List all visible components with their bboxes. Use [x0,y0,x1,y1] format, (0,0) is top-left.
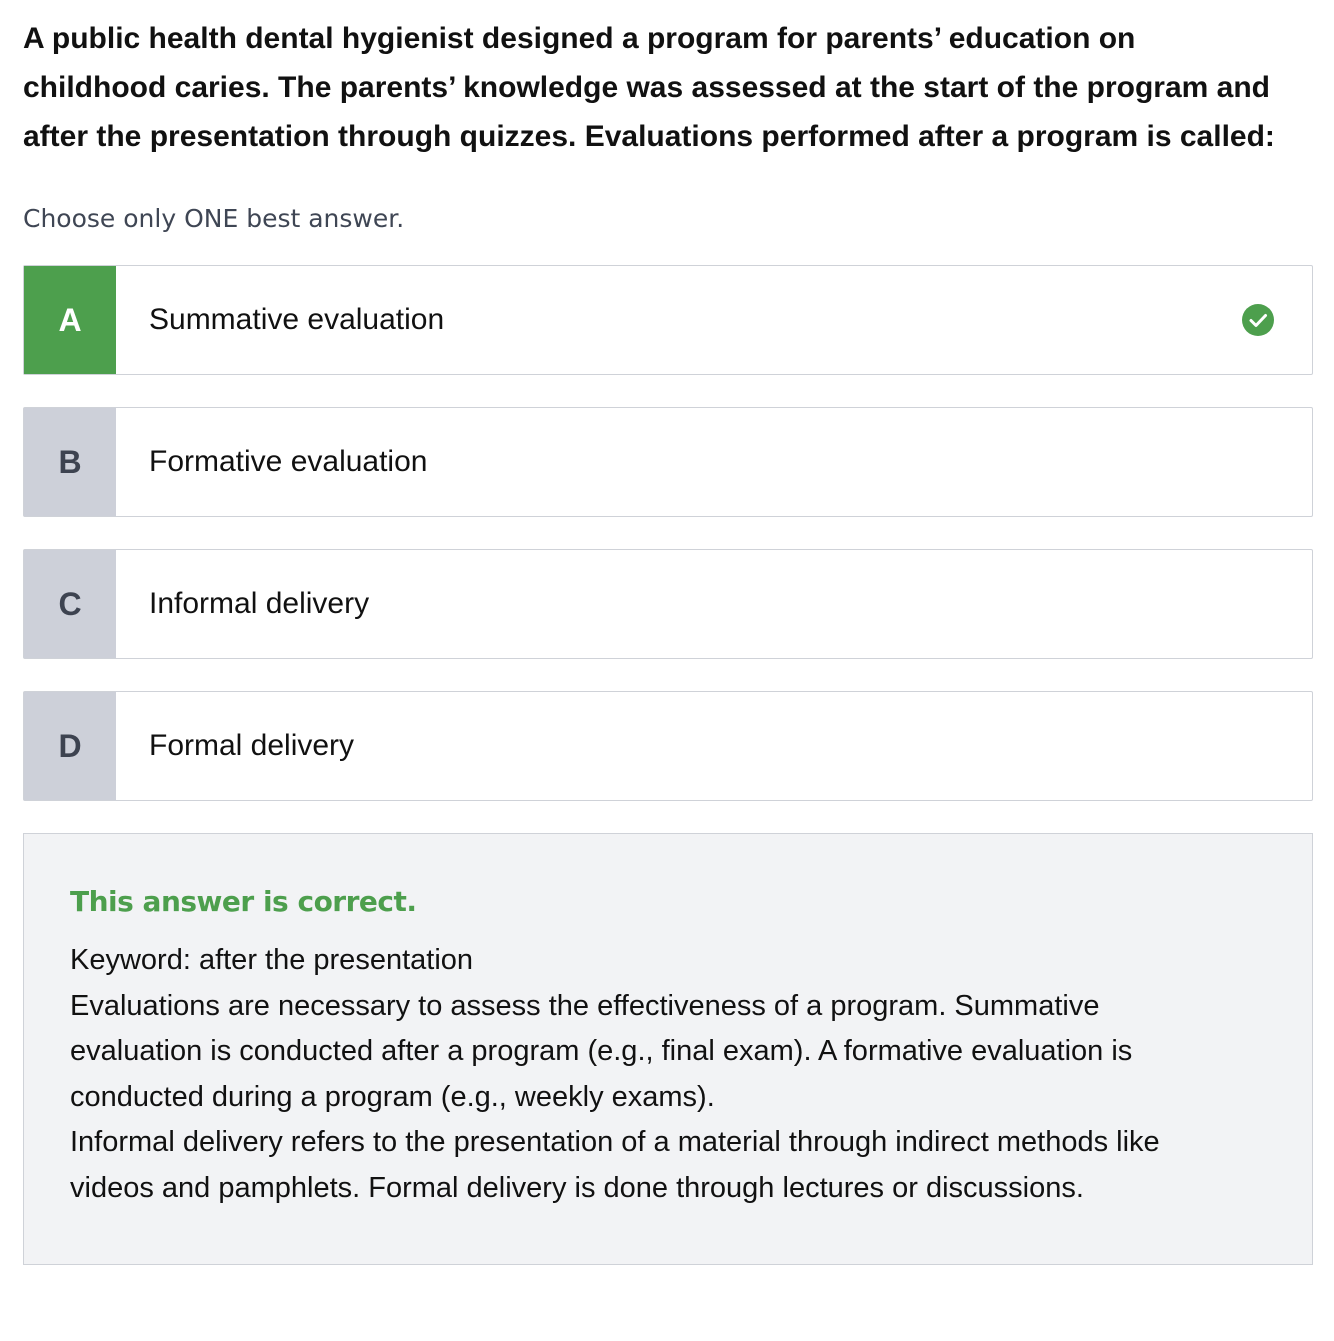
option-text: Summative evaluation [149,303,445,336]
question-line: childhood caries. The parents’ knowledge was assessed at the start of the program and [23,71,1271,104]
option-letter: A [24,266,116,374]
option-letter: C [24,550,116,658]
option-c[interactable] [23,549,1313,659]
explanation-content [70,882,1270,1211]
explanation-line: Informal delivery refers to the presentation of a material through indirect methods like [70,1126,1160,1158]
explanation-body [70,938,1270,1211]
option-a[interactable] [23,265,1313,375]
explanation-line: videos and pamphlets. Formal delivery is done through lectures or discussions. [70,1171,1084,1204]
question-line: after the presentation through quizzes. Evaluations performed after a program is called: [23,120,1275,153]
option-text: Formative evaluation [149,445,428,478]
explanation-title: This answer is correct. [70,885,417,918]
explanation-line: Evaluations are necessary to assess the effectiveness of a program. Summative [70,989,1100,1022]
explanation-line: Keyword: after the presentation [70,944,474,976]
question-line: A public health dental hygienist designed a program for parents’ education on [23,22,1136,55]
check-circle-icon [1242,304,1274,336]
question-page [23,14,1313,1265]
option-text: Formal delivery [149,729,355,762]
explanation-line: conducted during a program (e.g., weekly exams). [70,1080,715,1113]
explanation-line: evaluation is conducted after a program (e.g., final exam). A formative evaluation is [70,1035,1133,1067]
option-d[interactable] [23,691,1313,801]
option-letter: B [24,408,116,516]
question-stem [23,14,1313,161]
option-letter: D [24,692,116,800]
answer-instruction: Choose only ONE best answer. [23,204,405,233]
answer-options [23,265,1313,801]
option-text: Informal delivery [149,587,370,620]
option-b[interactable] [23,407,1313,517]
explanation-panel [23,833,1313,1265]
